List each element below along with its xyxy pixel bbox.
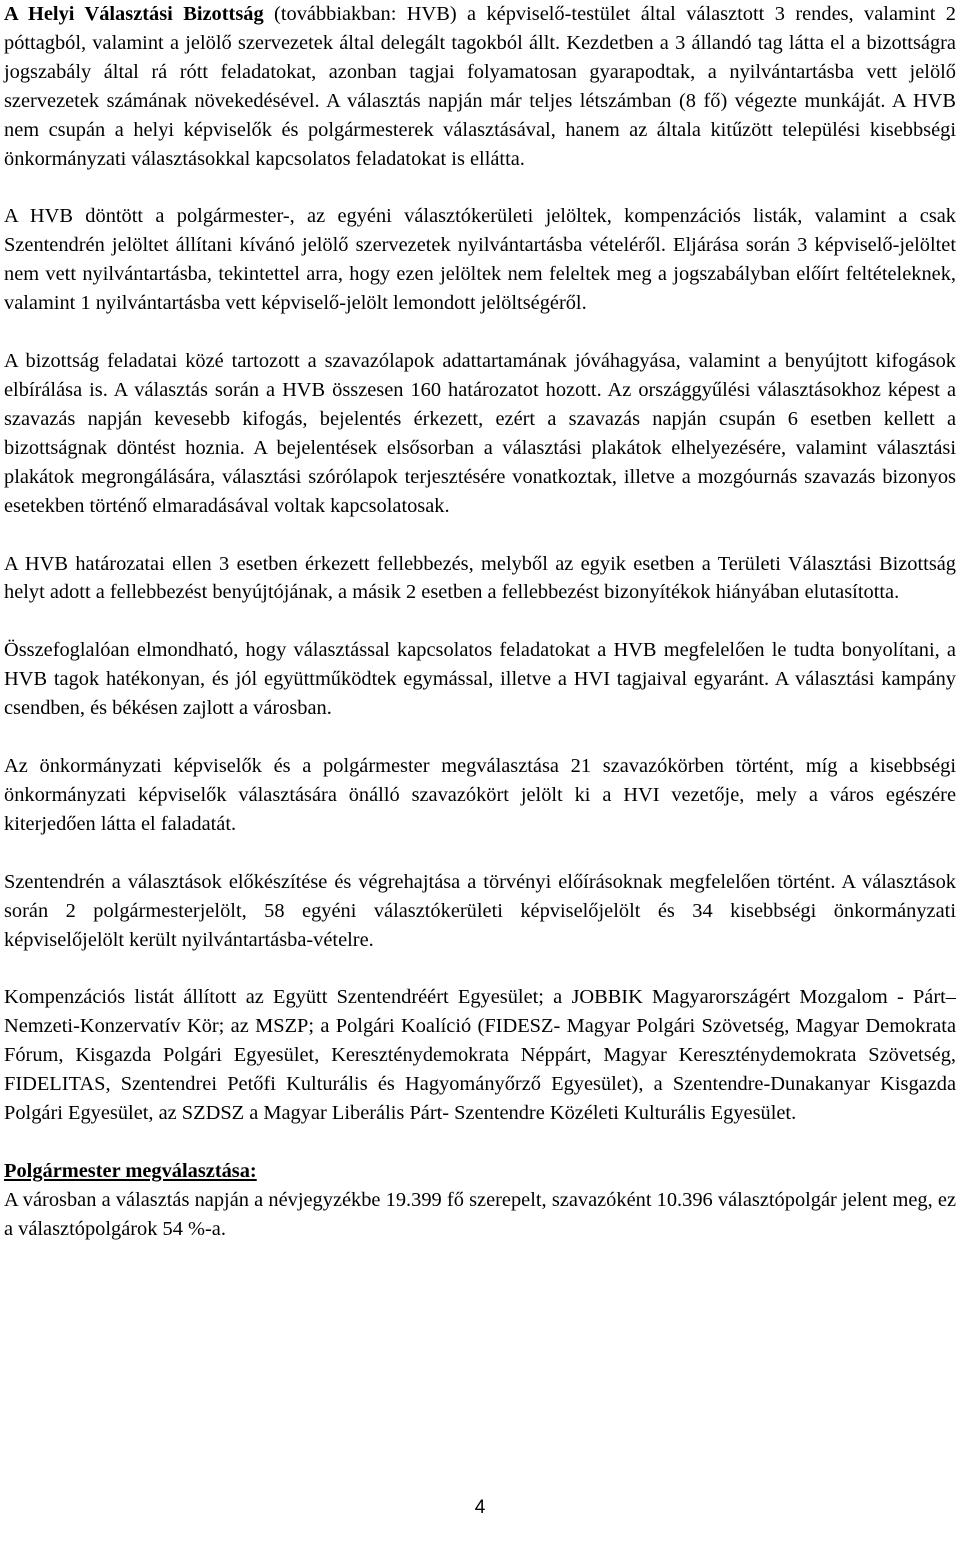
paragraph-summary: Összefoglalóan elmondható, hogy választással kapcsolatos feladatokat a HVB megfelelően le tudta bonyolítani, a HVB tagok hatékonyan, és jól együttműködtek egymással, illetve a HVI tagjaival egyaránt. A választási kampány csendben, és békésen zajlott a városban. [4,639,956,720]
paragraph-appeals: A HVB határozatai ellen 3 esetben érkezett fellebbezés, melyből az egyik esetben a Területi Választási Bizottság helyt adott a fellebbezést benyújtójának, a másik 2 esetben a fellebbezést bizonyítékok hiányában elutasította. [4,552,956,604]
page-number: 4 [474,1497,486,1518]
bold-term: A Helyi Választási Bizottság [4,3,264,25]
paragraph-turnout: A városban a választás napján a névjegyzékbe 19.399 fő szerepelt, szavazóként 10.396 választópolgár jelent meg, ez a választópolgárok 54 %-a. [4,1188,956,1240]
paragraph-polling-districts: Az önkormányzati képviselők és a polgármester megválasztása 21 szavazókörben történt, míg a kisebbségi önkormányzati képviselők választására önálló szavazókört jelölt ki a HVI vezetője, mely a város egészére kiterjedően látta el faladatát. [4,755,956,835]
document-page [4,0,956,1244]
section-heading-mayor-election [4,1157,956,1186]
paragraph-hvb-decisions: A HVB döntött a polgármester-, az egyéni választókerületi jelöltek, kompenzációs listák, valamint a csak Szentendrén jelöltet állítani kívánó jelölő szervezetek nyilvántartásba vételéről. Eljárása során 3 képviselő-jelöltet nem vett nyilvántartásba, tekintettel arra, hogy ezen jelöltek nem feleltek meg a jogszabályban előírt feltételeknek, valamint 1 nyilvántartásba vett képviselő-jelölt lemondott jelöltségéről. [4,205,956,315]
paragraph-compensation-lists: Kompenzációs listát állított az Együtt Szentendréért Egyesület; a JOBBIK Magyarországért Mozgalom - Párt– Nemzeti-Konzervatív Kör; az MSZP; a Polgári Koalíció (FIDESZ- Magyar Polgári Szövetség, Magyar Demokrata Fórum, Kisgazda Polgári Egyesület, Kereszténydemokrata Néppárt, Magyar Kereszténydemokrata Szövetség, FIDELITAS, Szentendrei Petőfi Kulturális és Hagyományőrző Egyesület), a Szentendre-Dunakanyar Kisgazda Polgári Egyesület, az SZDSZ a Magyar Liberális Párt- Szentendre Közéleti Kulturális Egyesület. [4,986,956,1125]
paragraph-committee-tasks: A bizottság feladatai közé tartozott a szavazólapok adattartamának jóváhagyása, valamint a benyújtott kifogások elbírálása is. A választás során a HVB összesen 160 határozatot hozott. Az országgyűlési választásokhoz képest a szavazás napján kevesebb kifogás, bejelentés érkezett, ezért a szavazás napján csupán 6 esetben kellett a bizottságnak döntést hoznia. A bejelentések elsősorban a választási plakátok elhelyezésére, valamint választási plakátok megrongálására, választási szórólapok terjesztésére vonatkoztak, illetve a mozgóurnás szavazás bizonyos esetekben történő elmaradásával voltak kapcsolatosak. [4,350,956,517]
paragraph-candidates: Szentendrén a választások előkészítése és végrehajtása a törvényi előírásoknak megfelelően történt. A választások során 2 polgármesterjelölt, 58 egyéni választókerületi képviselőjelölt és 34 kisebbségi önkormányzati képviselőjelölt került nyilvántartásba-vételre. [4,870,956,951]
paragraph-text: (továbbiakban: HVB) a képviselő-testület által választott 3 rendes, valamint 2 póttagból, valamint a jelölő szervezetek által delegált tagokból állt. Kezdetben a 3 állandó tag látta el a bizottságra jogszabály által rá rótt feladatokat, azonban tagjai folyamatosan gyarapodtak, a nyilvántartásba vett jelölő szervezetek számának növekedésével. A választás napján már teljes létszámban (8 fő) végezte munkáját. A HVB nem csupán a helyi képviselők és polgármesterek választásával, hanem az általa kitűzött települési kisebbségi önkormányzati választásokkal kapcsolatos feladatokat is ellátta. [4,3,956,170]
heading-text: Polgármester megválasztása: [4,1160,257,1182]
paragraph-hvb-composition [4,0,956,173]
